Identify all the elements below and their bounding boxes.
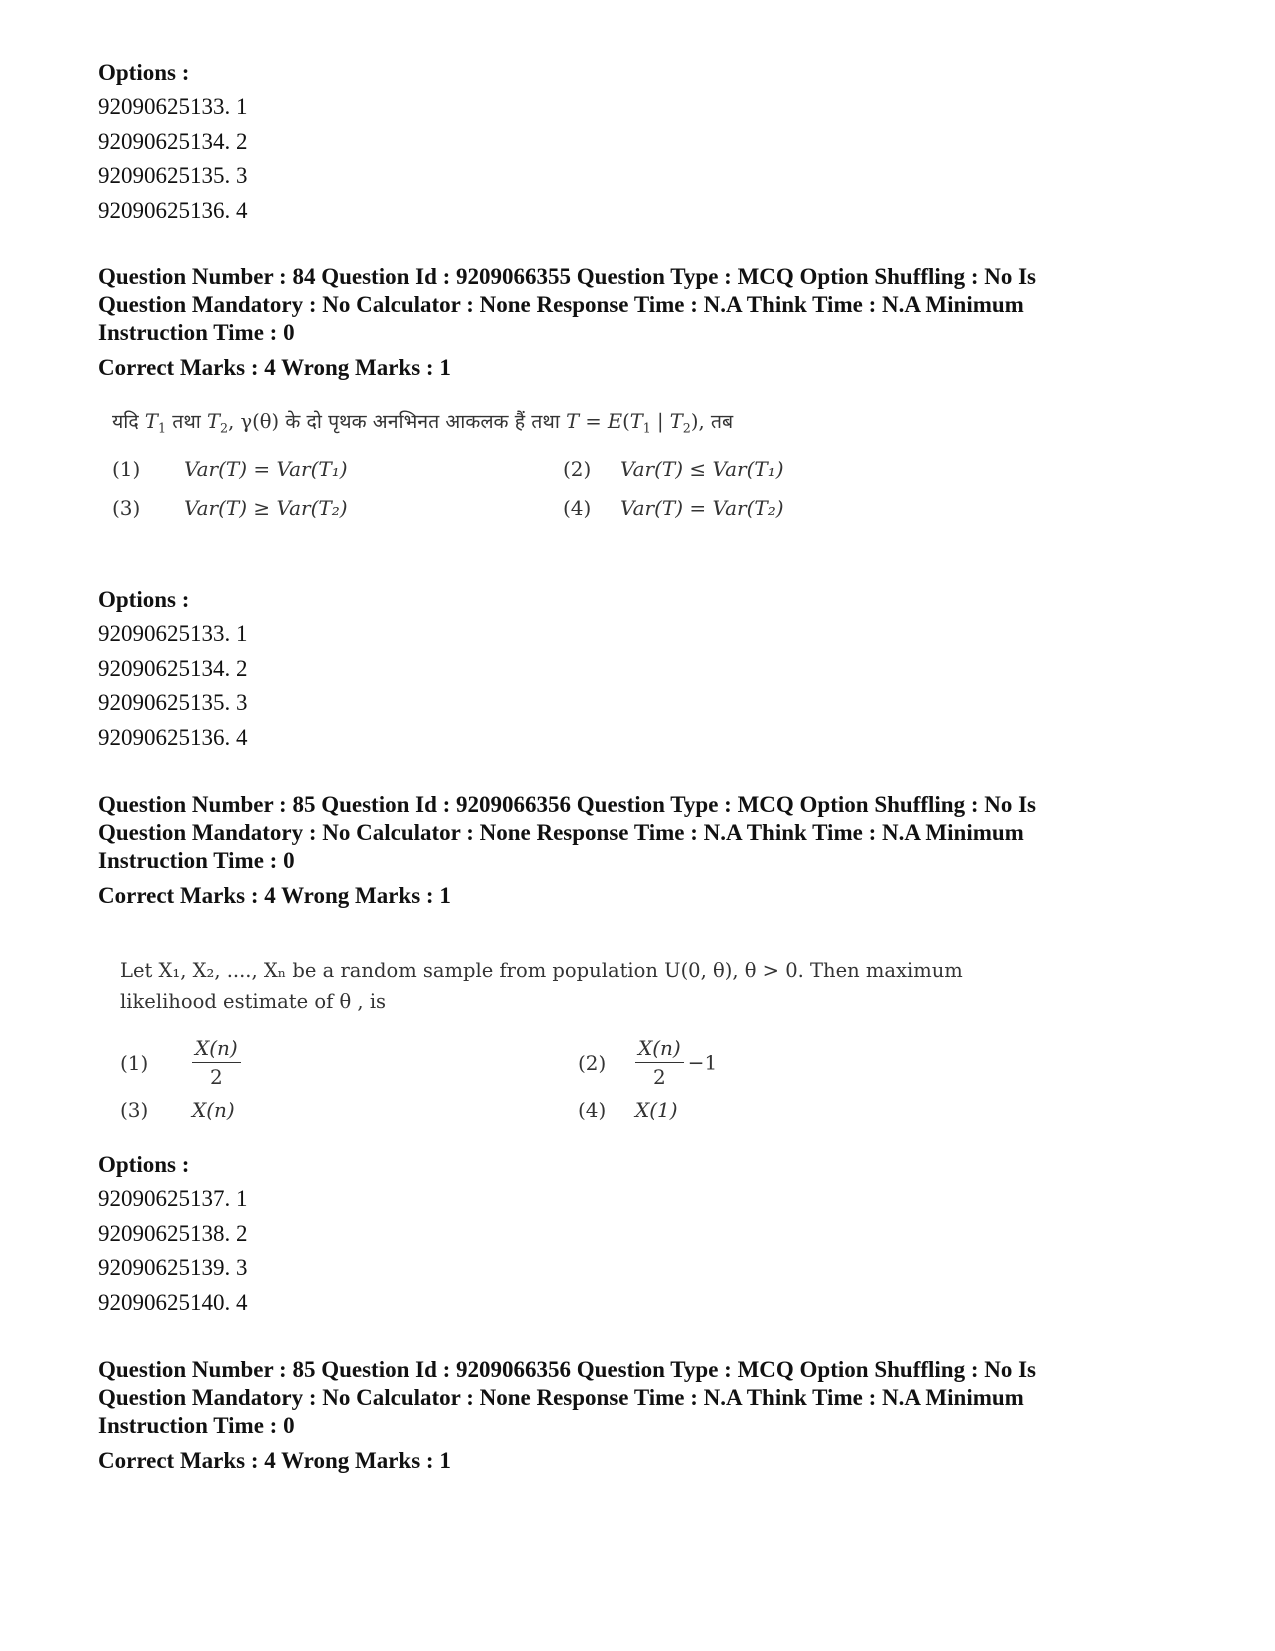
question-84-header [98,263,1178,382]
choice-1 [112,457,348,481]
choice-number: (3) [120,1098,149,1122]
choice-number: (1) [112,457,141,481]
option-line: 92090625134. 2 [98,655,248,681]
question-meta-line: Instruction Time : 0 [98,848,295,873]
choice-text: Var(T) ≤ Var(T₁) [620,457,784,481]
question-meta-line: Question Number : 85 Question Id : 9209066356 Question Type : MCQ Option Shuffling : No Is [98,792,1037,817]
choice-1 [120,1036,245,1089]
option-line: 92090625136. 4 [98,197,248,223]
question-84-stem: यदि $T_1$ तथा $T_2$, γ(θ) के दो पृथक अनभिनत आकलक हैं तथा $T = E(T_1$ | $T_2$), तब [112,410,734,436]
option-line: 92090625136. 4 [98,724,248,750]
denominator: 2 [653,1065,666,1089]
choice-3 [112,496,348,520]
option-line: 92090625135. 3 [98,163,248,188]
stem-text: यदि [112,410,145,433]
choice-suffix: −1 [687,1050,718,1075]
question-meta-line: Instruction Time : 0 [98,320,295,345]
choice-number: (4) [563,496,592,520]
fraction [192,1036,241,1089]
question-meta-line: Question Number : 85 Question Id : 9209066356 Question Type : MCQ Option Shuffling : No Is [98,1357,1037,1382]
options-block-q84 [98,583,248,755]
choice-text: Var(T) ≥ Var(T₂) [184,496,348,520]
stem-text: , तब [698,410,734,433]
options-heading: Options : [98,1152,190,1177]
option-line: 92090625135. 3 [98,690,248,715]
options-heading: Options : [98,587,190,612]
numerator: X(n) [635,1036,684,1063]
question-85-header [98,791,1178,910]
choice-number: (1) [120,1050,149,1075]
options-block-top [98,56,248,228]
choice-text: Var(T) = Var(T₁) [184,457,348,481]
numerator: X(n) [192,1036,241,1063]
question-marks: Correct Marks : 4 Wrong Marks : 1 [98,883,451,908]
question-meta-line: Instruction Time : 0 [98,1413,295,1438]
question-marks: Correct Marks : 4 Wrong Marks : 1 [98,1448,451,1473]
question-85-stem [120,955,1040,1017]
question-85b-header [98,1356,1178,1475]
option-line: 92090625139. 3 [98,1255,248,1280]
option-line: 92090625138. 2 [98,1220,248,1246]
option-line: 92090625137. 1 [98,1186,248,1211]
question-meta-line: Question Mandatory : No Calculator : None Response Time : N.A Think Time : N.A Minimum [98,820,1024,845]
option-line: 92090625134. 2 [98,128,248,154]
choice-number: (4) [578,1098,607,1122]
choice-text: X(1) [635,1098,678,1122]
choice-2 [578,1036,717,1089]
denominator: 2 [210,1065,223,1089]
stem-text: , γ(θ) के दो पृथक अनभिनत आकलक हैं तथा [228,410,567,433]
stem-line: Let X₁, X₂, ...., Xₙ be a random sample from population U(0, θ), θ > 0. Then maximum [120,959,963,982]
stem-line: likelihood estimate of θ , is [120,990,387,1013]
question-meta-line: Question Mandatory : No Calculator : None Response Time : N.A Think Time : N.A Minimum [98,292,1024,317]
choice-3 [120,1098,235,1122]
choice-2 [563,457,784,481]
choice-4 [578,1098,678,1122]
question-meta-line: Question Number : 84 Question Id : 9209066355 Question Type : MCQ Option Shuffling : No Is [98,264,1037,289]
options-block-q85 [98,1148,248,1320]
option-line: 92090625133. 1 [98,621,248,646]
choice-number: (3) [112,496,141,520]
choice-number: (2) [578,1050,607,1075]
question-meta-line: Question Mandatory : No Calculator : None Response Time : N.A Think Time : N.A Minimum [98,1385,1024,1410]
stem-text: तथा [166,410,208,433]
option-line: 92090625140. 4 [98,1289,248,1315]
choice-text: X(n) [192,1098,235,1122]
choice-4 [563,496,784,520]
choice-text: Var(T) = Var(T₂) [620,496,784,520]
option-line: 92090625133. 1 [98,94,248,119]
choice-number: (2) [563,457,592,481]
question-marks: Correct Marks : 4 Wrong Marks : 1 [98,355,451,380]
fraction [635,1036,684,1089]
options-heading: Options : [98,60,190,85]
